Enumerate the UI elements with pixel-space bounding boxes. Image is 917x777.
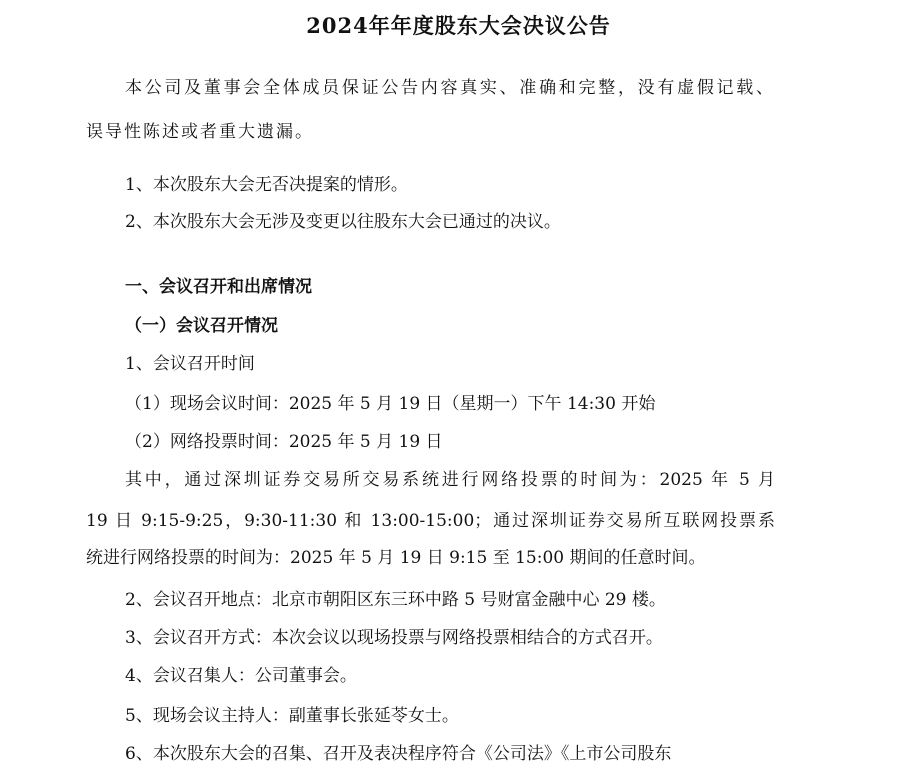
document-title: 2024年年度股东大会决议公告 <box>306 13 611 38</box>
special-item-1: 1、本次股东大会无否决提案的情形。 <box>125 175 408 195</box>
online-detail-line-1: 其中，通过深圳证券交易所交易系统进行网络投票的时间为：2025 年 5 月 <box>125 470 775 490</box>
item-meeting-method: 3、会议召开方式：本次会议以现场投票与网络投票相结合的方式召开。 <box>125 628 663 648</box>
item-meeting-time: 1、会议召开时间 <box>125 354 255 374</box>
item-onsite-time: （1）现场会议时间：2025 年 5 月 19 日（星期一）下午 14:30 开始 <box>125 394 656 414</box>
item-meeting-location: 2、会议召开地点：北京市朝阳区东三环中路 5 号财富金融中心 29 楼。 <box>125 590 666 610</box>
notice-line-1: 本公司及董事会全体成员保证公告内容真实、准确和完整，没有虚假记载、 <box>125 78 775 98</box>
special-item-2: 2、本次股东大会无涉及变更以往股东大会已通过的决议。 <box>125 212 561 232</box>
section-heading: 一、会议召开和出席情况 <box>125 277 312 297</box>
section-subheading: （一）会议召开情况 <box>125 316 278 336</box>
item-host: 5、现场会议主持人：副董事长张延苓女士。 <box>125 706 459 726</box>
notice-line-2: 误导性陈述或者重大遗漏。 <box>86 122 314 142</box>
item-online-time: （2）网络投票时间：2025 年 5 月 19 日 <box>125 432 443 452</box>
online-detail-line-3: 统进行网络投票的时间为：2025 年 5 月 19 日 9:15 至 15:00 期间的任意时间。 <box>86 548 706 568</box>
item-convener: 4、会议召集人：公司董事会。 <box>125 666 357 686</box>
item-procedure-compliance: 6、本次股东大会的召集、召开及表决程序符合《公司法》《上市公司股东 <box>125 744 672 764</box>
online-detail-line-2: 19 日 9:15-9:25，9:30-11:30 和 13:00-15:00；通过深圳证券交易所互联网投票系 <box>86 511 775 531</box>
